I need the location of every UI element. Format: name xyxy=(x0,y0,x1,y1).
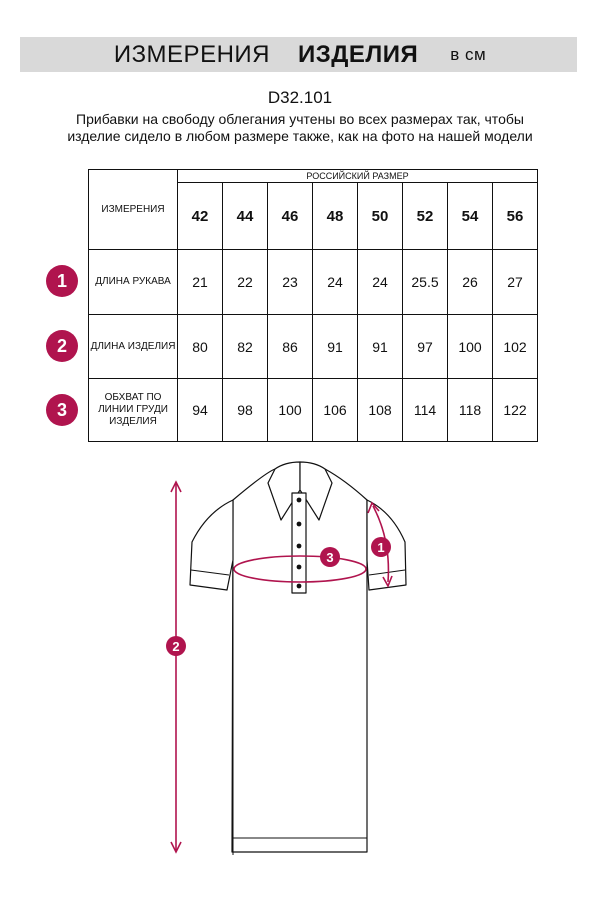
value-cell: 21 xyxy=(178,250,223,315)
size-cell: 54 xyxy=(448,183,493,250)
value-cell: 91 xyxy=(358,315,403,379)
value-cell: 97 xyxy=(403,315,448,379)
corner-label: ИЗМЕРЕНИЯ xyxy=(89,170,178,250)
value-cell: 82 xyxy=(223,315,268,379)
value-cell: 91 xyxy=(313,315,358,379)
value-cell: 27 xyxy=(493,250,538,315)
value-cell: 122 xyxy=(493,379,538,442)
marker-1-label: 1 xyxy=(377,540,385,555)
value-cell: 100 xyxy=(448,315,493,379)
button xyxy=(297,522,302,527)
value-cell: 24 xyxy=(313,250,358,315)
placket xyxy=(292,493,306,593)
row-label: ДЛИНА РУКАВА xyxy=(89,250,178,315)
size-cell: 44 xyxy=(223,183,268,250)
article-number: D32.101 xyxy=(267,88,333,107)
row-number-badge: 2 xyxy=(46,330,78,362)
value-cell: 23 xyxy=(268,250,313,315)
value-cell: 80 xyxy=(178,315,223,379)
page-title xyxy=(0,41,600,69)
title-unit: в см xyxy=(450,45,487,64)
value-cell: 118 xyxy=(448,379,493,442)
size-cell: 50 xyxy=(358,183,403,250)
value-cell: 24 xyxy=(358,250,403,315)
row-label: ОБХВАТ ПО ЛИНИИ ГРУДИ ИЗДЕЛИЯ xyxy=(89,379,178,442)
size-cell: 46 xyxy=(268,183,313,250)
size-cell: 42 xyxy=(178,183,223,250)
row-number-badge: 3 xyxy=(46,394,78,426)
value-cell: 22 xyxy=(223,250,268,315)
title-word-measurements: ИЗМЕРЕНИЯ xyxy=(113,41,270,68)
size-group-label: РОССИЙСКИЙ РАЗМЕР xyxy=(178,170,538,183)
value-cell: 26 xyxy=(448,250,493,315)
button xyxy=(297,565,302,570)
value-cell: 106 xyxy=(313,379,358,442)
size-cell: 56 xyxy=(493,183,538,250)
value-cell: 25.5 xyxy=(403,250,448,315)
value-cell: 86 xyxy=(268,315,313,379)
button xyxy=(297,584,302,589)
row-number-badge: 1 xyxy=(46,265,78,297)
title-word-garment: ИЗДЕЛИЯ xyxy=(298,41,419,68)
button xyxy=(297,544,302,549)
button xyxy=(297,498,302,503)
value-cell: 94 xyxy=(178,379,223,442)
size-cell: 52 xyxy=(403,183,448,250)
value-cell: 102 xyxy=(493,315,538,379)
left-sleeve xyxy=(190,500,233,590)
value-cell: 98 xyxy=(223,379,268,442)
table-row xyxy=(89,379,538,442)
garment-diagram xyxy=(0,450,600,870)
table-row xyxy=(89,315,538,379)
marker-2-label: 2 xyxy=(172,639,180,654)
value-cell: 108 xyxy=(358,379,403,442)
marker-3-label: 3 xyxy=(326,550,334,565)
size-table xyxy=(88,169,538,442)
table-row xyxy=(89,250,538,315)
row-label: ДЛИНА ИЗДЕЛИЯ xyxy=(89,315,178,379)
size-cell: 48 xyxy=(313,183,358,250)
value-cell: 100 xyxy=(268,379,313,442)
fit-note: Прибавки на свободу облегания учтены во всех размерах так, чтобы изделие сидело в любом размере также, как на фото на нашей модели xyxy=(67,111,533,144)
value-cell: 114 xyxy=(403,379,448,442)
